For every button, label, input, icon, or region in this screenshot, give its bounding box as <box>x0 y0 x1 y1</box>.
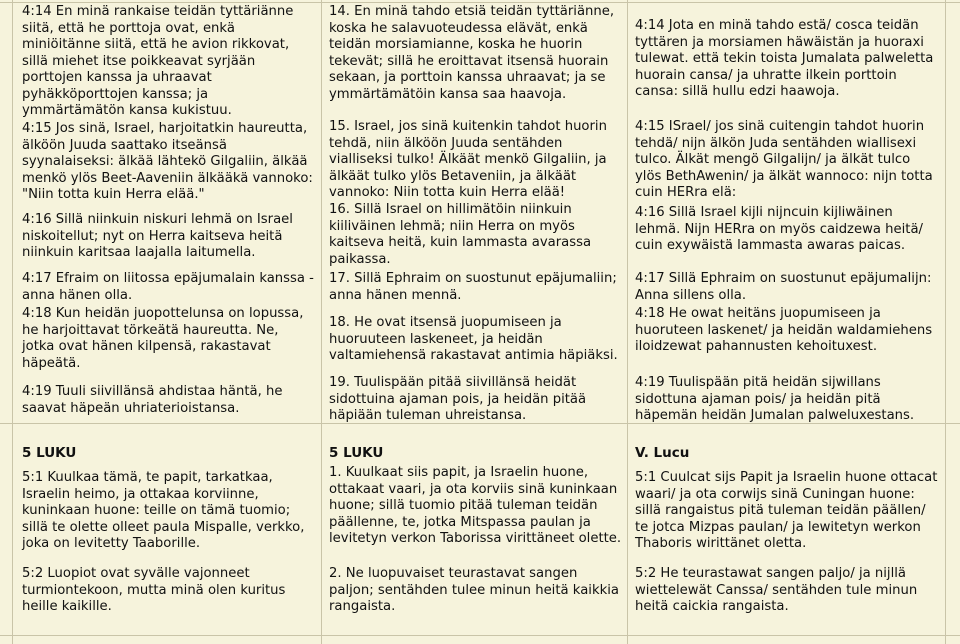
column-divider <box>321 0 322 644</box>
row-divider <box>0 2 960 3</box>
verse-4-18: 4:18 He owat heitäns juopumiseen ja huoruteen laskenet/ ja heidän waldamiehens iloidzewat pahannusten kehoituxest. <box>635 306 933 354</box>
verse-4-19: 4:19 Tuuli siivillänsä ahdistaa häntä, he saavat häpeän uhriaterioistansa. <box>22 384 283 416</box>
verse-4-15: 4:15 ISrael/ jos sinä cuitengin tahdot huorin tehdä/ nijn älkön Juda sentähden wiallisexi tulco. Älkät mengö Gilgalijn/ ja älkät tulco ylös BethAwenin/ ja älkät wannoco: nijn totta cuin HERra elä: <box>635 119 933 200</box>
verse-5-1: 5:1 Cuulcat sijs Papit ja Israelin huone ottacat waari/ ja ota corwijs sinä Cuningan huone: sillä rangaistus pitä tuleman teidän päällen/ te jotca Mizpas paulan/ ja lewitetyn werkon Thaboris wirittänet oletta. <box>635 470 938 551</box>
column-divider <box>945 0 946 644</box>
verse-5-1: 1. Kuulkaat siis papit, ja Israelin huone, ottakaat vaari, ja ota korviis sinä kuninkaan huone; sillä tuomio pitää tuleman teidän päällenne, te, jotka Mitspassa paulan ja levitetyn verkon Taborissa virittäneet olette. <box>329 465 622 546</box>
verse-4-17: 4:17 Sillä Ephraim on suostunut epäjumalijn: Anna sillens olla. <box>635 271 932 303</box>
verse-4-16: 4:16 Sillä Israel kijli nijncuin kijliwäinen lehmä. Nijn HERra on myös caidzewa heitä/ cuin exywäistä lammasta awaras paicas. <box>635 205 923 253</box>
verse-4-17: 4:17 Efraim on liitossa epäjumalain kanssa - anna hänen olla. <box>22 271 314 303</box>
verse-15: 15. Israel, jos sinä kuitenkin tahdot huorin tehdä, niin älköön Juuda sentähden vialliseksi tulko! Älkäät menkö Gilgaliin, ja älkäät tulko ylös Betaveniin, ja älkäät vannoko: Niin totta kuin Herra elää! <box>329 119 607 200</box>
verse-18: 18. He ovat itsensä juopumiseen ja huoruuteen laskeneet, ja heidän valtamiehensä rakastavat antimia häpiäksi. <box>329 315 618 363</box>
verse-17: 17. Sillä Ephraim on suostunut epäjumaliin; anna hänen mennä. <box>329 271 617 303</box>
column-divider <box>12 0 13 644</box>
verse-14: 14. En minä tahdo etsiä teidän tyttäriänne, koska he salavuoteudessa elävät, enkä teidän morsiamianne, koska he huorin tekevät; sillä he eroittavat itsensä huorain sekaan, ja porttoin kanssa uhraavat; ja se ymmärtämätöin kansa saa haavoja. <box>329 4 615 102</box>
verse-4-18: 4:18 Kun heidän juopottelunsa on lopussa, he harjoittavat törkeätä haureutta. Ne, jotka ovat hänen kilpensä, rakastavat häpeätä. <box>22 306 304 371</box>
verse-5-1: 5:1 Kuulkaa tämä, te papit, tarkatkaa, Israelin heimo, ja ottakaa korviinne, kuninkaan huone: teille on tämä tuomio; sillä te olette olleet paula Mispalle, verkko, joka on levitetty Taaborille. <box>22 470 305 551</box>
verse-19: 19. Tuulispään pitää siivillänsä heidät sidottuina ajaman pois, ja heidän pitää häpiään tuleman uhreistansa. <box>329 375 587 423</box>
verse-5-2: 5:2 Luopiot ovat syvälle vajonneet turmiontekoon, mutta minä olen kuritus heille kaikille. <box>22 566 286 614</box>
verse-4-15: 4:15 Jos sinä, Israel, harjoitatkin haureutta, älköön Juuda saattako itseänsä syynalaiseksi: älkää lähtekö Gilgaliin, älkää menkö ylös Beet-Aaveniin älkääkä vannoko: "Niin totta kuin Herra elää." <box>22 121 313 202</box>
chapter-heading: V. Lucu <box>635 445 690 461</box>
verse-5-2: 2. Ne luopuvaiset teurastavat sangen paljon; sentähden tulee minun heitä kaikkia rangaista. <box>329 566 619 614</box>
verse-4-16: 4:16 Sillä niinkuin niskuri lehmä on Israel niskoitellut; nyt on Herra kaitseva heitä niinkuin karitsaa laajalla laitumella. <box>22 212 293 260</box>
row-divider <box>0 635 960 636</box>
chapter-heading: 5 LUKU <box>22 445 77 461</box>
verse-5-2: 5:2 He teurastawat sangen paljo/ ja nijllä wiettelewät Canssa/ sentähden tule minun heitä caickia rangaista. <box>635 566 918 614</box>
verse-4-14: 4:14 Jota en minä tahdo estä/ cosca teidän tyttären ja morsiamen häwäistän ja huoraxi tulewat. että tekin toista Jumalata palweletta huorain cansa/ ja uhratte ilkein porttoin cansa: sillä hullu edzi haawoja. <box>635 18 934 99</box>
column-divider <box>627 0 628 644</box>
verse-4-14: 4:14 En minä rankaise teidän tyttäriänne siitä, että he porttoja ovat, enkä miniöitänne siitä, että he avion rikkovat, sillä miehet itse poikkeavat syrjään porttojen kanssa ja uhraavat pyhäkköporttojen kanssa; ja ymmärtämätön kansa kukistuu. <box>22 4 294 118</box>
chapter-heading: 5 LUKU <box>329 445 384 461</box>
verse-16: 16. Sillä Israel on hillimätöin niinkuin kiiliväinen lehmä; niin Herra on myös kaitseva heitä, kuin lammasta avarassa paikassa. <box>329 202 592 267</box>
verse-4-19: 4:19 Tuulispään pitä heidän sijwillans sidottuna ajaman pois/ ja heidän pitä häpemän heidän Jumalan palweluxestans. <box>635 375 915 423</box>
